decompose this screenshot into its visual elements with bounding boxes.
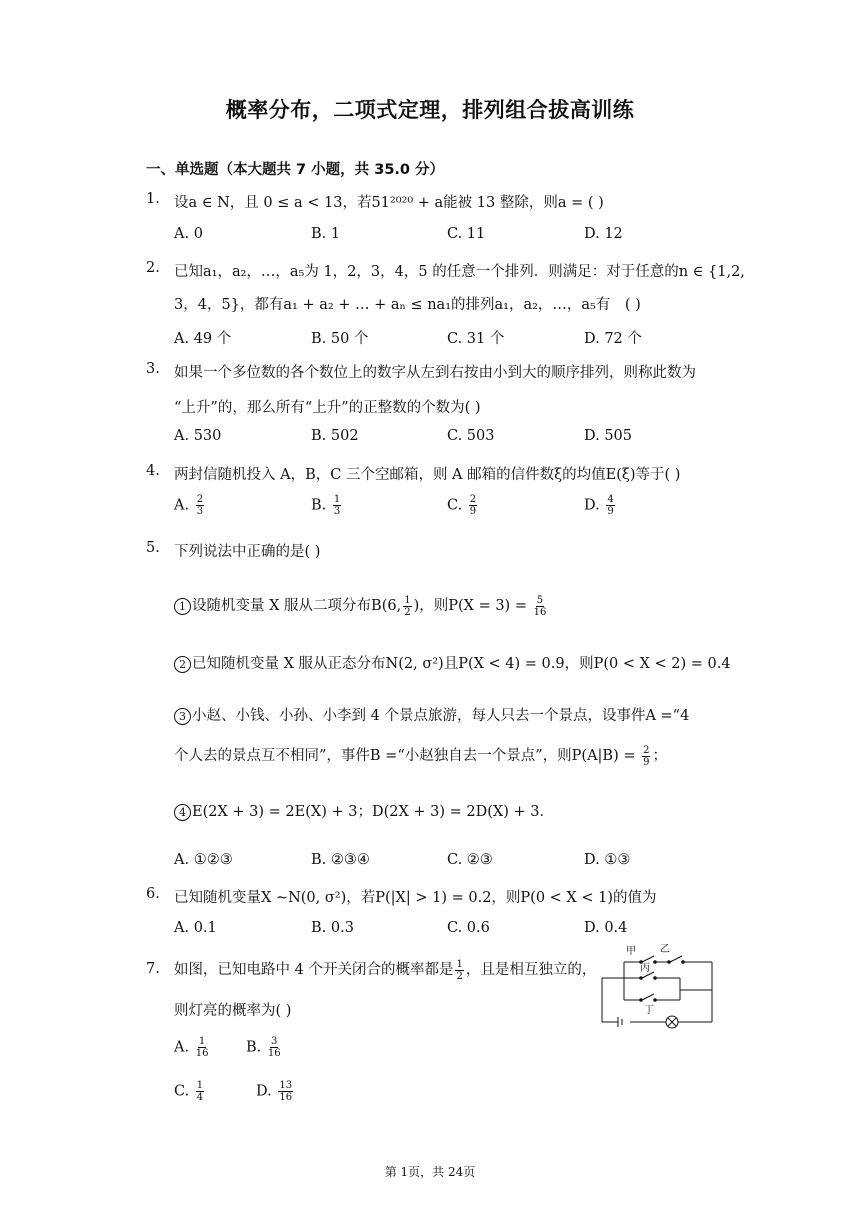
denominator: 9	[469, 506, 477, 517]
numerator: 1	[404, 594, 411, 606]
numerator: 13	[279, 1080, 293, 1091]
question-text: 如果一个多位数的各个数位上的数字从左到右按由小到大的顺序排列，则称此数为	[174, 365, 696, 381]
denominator: 9	[607, 506, 614, 517]
option: C. 31 个	[447, 331, 505, 347]
option	[447, 494, 479, 517]
fraction	[642, 745, 650, 768]
option: D. 0.4	[584, 920, 628, 936]
option: B. 50 个	[311, 331, 369, 347]
option-label: C.	[174, 1083, 190, 1100]
denominator: 16	[267, 1048, 281, 1059]
statement-text: 已知随机变量 X 服从正态分布N(2, σ²)且P(X < 4) = 0.9，则P(0 < X < 2) = 0.4	[192, 656, 731, 672]
fraction	[196, 1036, 209, 1059]
question-text: 下列说法中正确的是( )	[174, 544, 321, 560]
denominator: 3	[196, 506, 204, 517]
circled-number: 2	[174, 656, 191, 673]
option-label: A.	[174, 497, 190, 514]
option: C. 11	[447, 226, 486, 242]
option: A. 49 个	[174, 331, 232, 347]
numerator: 2	[643, 744, 650, 756]
statement-text: 小赵、小钱、小孙、小李到 4 个景点旅游，每人只去一个景点，设事件A =“4	[192, 708, 690, 724]
numerator: 1	[456, 958, 463, 970]
denominator: 16	[279, 1092, 293, 1103]
page-footer: 第 1页，共 24页	[384, 1165, 476, 1179]
option	[256, 1080, 295, 1103]
statement-4	[174, 800, 554, 821]
question-number: 4.	[146, 463, 160, 479]
statement-text: ；	[652, 748, 667, 764]
option-label: A.	[174, 1039, 190, 1056]
statement-3-continued	[174, 744, 667, 768]
circled-number: 3	[174, 708, 191, 725]
circuit-label-yi: 乙	[660, 944, 670, 955]
page-title: 概率分布，二项式定理，排列组合拔高训练	[225, 98, 635, 122]
option: D. 12	[584, 226, 623, 242]
option-label: D.	[584, 497, 600, 514]
option: D. ①③	[584, 852, 631, 868]
question-text: 已知a₁，a₂，…，a₅为 1，2，3，4，5 的任意一个排列．则满足：对于任意的n ∈ {1,2,	[174, 264, 745, 280]
fraction	[268, 1036, 281, 1059]
denominator: 16	[195, 1048, 209, 1059]
question-text: 两封信随机投入 A，B，C 三个空邮箱，则 A 邮箱的信件数ξ的均值E(ξ)等于( )	[174, 467, 681, 483]
numerator: 2	[469, 494, 477, 505]
circuit-label-jia: 甲	[626, 946, 636, 957]
numerator: 1	[198, 1036, 206, 1047]
question-text: 3，4，5}，都有a₁ + a₂ + … + aₙ ≤ na₁的排列a₁，a₂，…，a₅有 ( )	[174, 297, 641, 313]
statement-text: E(2X + 3) = 2E(X) + 3；D(2X + 3) = 2D(X) + 3．	[192, 804, 554, 820]
option: A. 0	[174, 226, 203, 242]
numerator: 3	[271, 1036, 278, 1047]
circuit-label-bing: 丙	[640, 963, 650, 974]
option: C. ②③	[447, 852, 493, 868]
question-text	[174, 958, 596, 982]
question-number: 1.	[146, 191, 160, 207]
fraction	[606, 494, 614, 517]
numerator: 5	[536, 594, 544, 606]
fraction	[403, 595, 411, 618]
denominator: 16	[533, 606, 547, 618]
circuit-label-ding: 丁	[644, 1005, 654, 1016]
numerator: 1	[333, 494, 341, 505]
option: B. 502	[311, 428, 359, 444]
question-text-part: ，且是相互独立的，	[465, 962, 597, 978]
option-label: D.	[256, 1083, 272, 1100]
fraction	[196, 494, 204, 517]
question-number: 6.	[146, 886, 160, 902]
option	[174, 1036, 210, 1059]
denominator: 3	[333, 506, 341, 517]
circuit-diagram	[596, 940, 716, 1030]
option: B. 0.3	[311, 920, 354, 936]
question-number: 3.	[146, 361, 160, 377]
denominator: 2	[404, 606, 411, 618]
option	[246, 1036, 283, 1059]
fraction	[534, 595, 547, 618]
question-number: 7.	[146, 961, 160, 977]
option-label: C.	[447, 497, 463, 514]
fraction	[455, 959, 463, 982]
statement-text: 设随机变量 X 服从二项分布B(6,	[192, 598, 402, 614]
question-text: “上升”的，那么所有“上升”的正整数的个数为( )	[174, 400, 481, 416]
denominator: 9	[643, 756, 650, 768]
statement-2	[174, 652, 731, 673]
option: D. 505	[584, 428, 633, 444]
option-label: B.	[311, 497, 327, 514]
option: B. 1	[311, 226, 341, 242]
option-label: B.	[246, 1039, 262, 1056]
option: C. 0.6	[447, 920, 490, 936]
numerator: 4	[607, 494, 614, 505]
option	[174, 494, 206, 517]
numerator: 1	[196, 1080, 204, 1091]
question-number: 2.	[146, 260, 160, 276]
option: D. 72 个	[584, 331, 642, 347]
statement-3	[174, 704, 689, 725]
circled-number: 1	[174, 598, 191, 615]
option: C. 503	[447, 428, 495, 444]
fraction	[196, 1080, 204, 1103]
question-text: 已知随机变量X ~N(0, σ²)，若P(|X| > 1) = 0.2，则P(0 < X < 1)的值为	[174, 890, 657, 906]
fraction	[469, 494, 477, 517]
option	[311, 494, 343, 517]
option: A. 0.1	[174, 920, 217, 936]
statement-1	[174, 594, 548, 618]
statement-text: 个人去的景点互不相同”，事件B =“小赵独自去一个景点”，则P(A|B) =	[174, 748, 636, 764]
section-heading: 一、单选题（本大题共 7 小题，共 35.0 分）	[146, 162, 445, 178]
circled-number: 4	[174, 804, 191, 821]
option: A. 530	[174, 428, 222, 444]
question-text-part: 如图，已知电路中 4 个开关闭合的概率都是	[174, 962, 454, 978]
denominator: 4	[196, 1092, 204, 1103]
question-text: 则灯亮的概率为( )	[174, 1003, 292, 1019]
fraction	[333, 494, 341, 517]
statement-text: )，则P(X = 3) =	[413, 598, 527, 614]
question-text: 设a ∈ N，且 0 ≤ a < 13，若51²⁰²⁰ + a能被 13 整除，则a = ( )	[174, 195, 604, 211]
option	[584, 494, 617, 517]
fraction	[278, 1080, 293, 1103]
option	[174, 1080, 206, 1103]
option: A. ①②③	[174, 852, 233, 868]
denominator: 2	[456, 970, 463, 982]
numerator: 2	[196, 494, 204, 505]
question-number: 5.	[146, 540, 160, 556]
option: B. ②③④	[311, 852, 370, 868]
